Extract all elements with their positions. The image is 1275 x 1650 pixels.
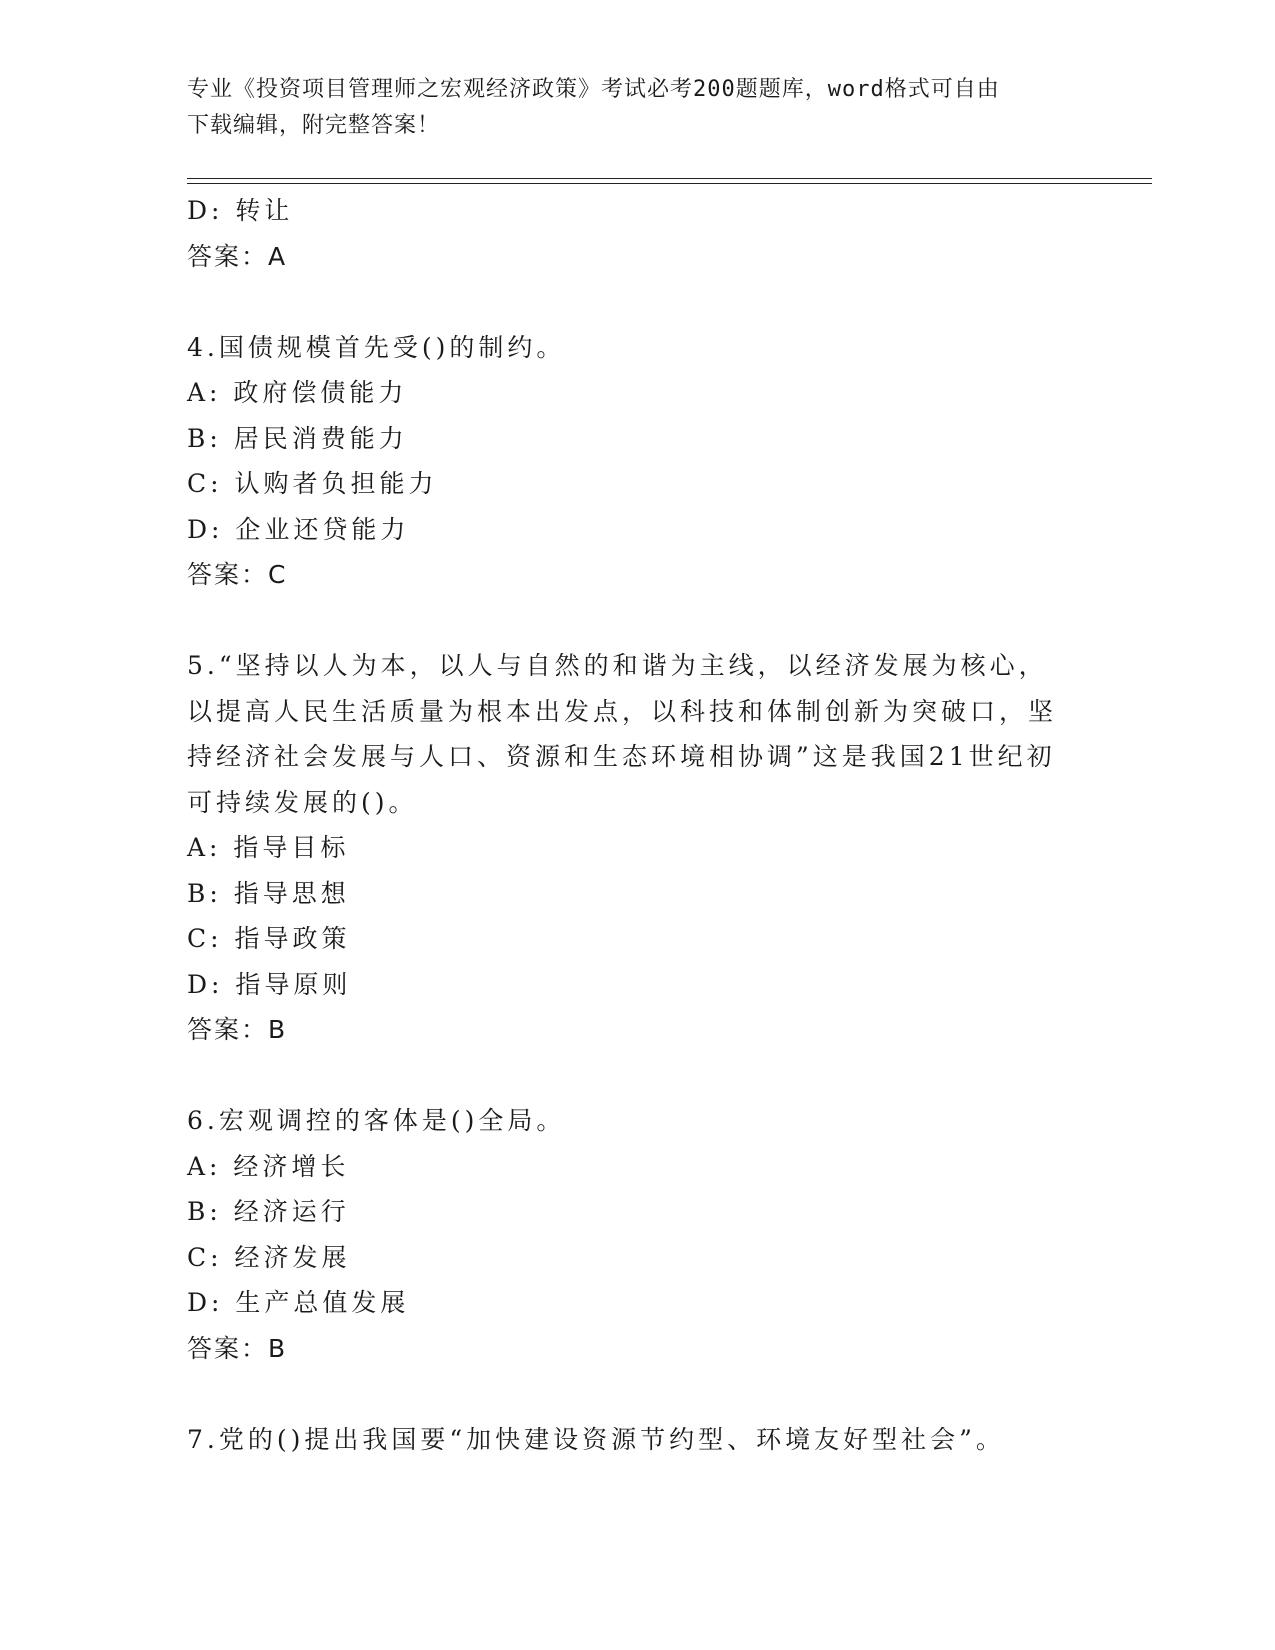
option-b: B: 经济运行 bbox=[187, 1197, 350, 1226]
answer-line: 答案：A bbox=[187, 241, 288, 271]
question-text: 以提高人民生活质量为根本出发点，以科技和体制创新为突破口，坚 bbox=[187, 696, 1058, 726]
spacer bbox=[187, 279, 1087, 325]
question-text: 7.党的()提出我国要“加快建设资源节约型、环境友好型社会”。 bbox=[187, 1424, 1005, 1454]
question-list bbox=[187, 188, 1087, 1462]
answer-line: 答案：C bbox=[187, 560, 288, 589]
header-divider-top bbox=[187, 178, 1152, 179]
option-d: D: 转让 bbox=[187, 196, 294, 225]
header-line-2: 下载编辑，附完整答案！ bbox=[187, 113, 441, 138]
question-text: 6.宏观调控的客体是()全局。 bbox=[187, 1106, 566, 1135]
document-header bbox=[187, 72, 1087, 144]
option-d: D: 生产总值发展 bbox=[187, 1288, 410, 1317]
option-d: D: 企业还贷能力 bbox=[187, 514, 410, 544]
option-a: A: 经济增长 bbox=[187, 1151, 350, 1181]
question-item bbox=[187, 325, 1087, 598]
question-text: 可持续发展的()。 bbox=[187, 787, 418, 817]
spacer bbox=[187, 1053, 1087, 1099]
question-text: 持经济社会发展与人口、资源和生态环境相协调”这是我国21世纪初 bbox=[187, 742, 1056, 771]
answer-line: 答案：B bbox=[187, 1333, 288, 1363]
question-text: 4.国债规模首先受()的制约。 bbox=[187, 332, 566, 362]
option-b: B: 居民消费能力 bbox=[187, 423, 408, 453]
option-c: C: 指导政策 bbox=[187, 924, 351, 953]
option-c: C: 经济发展 bbox=[187, 1242, 351, 1272]
option-b: B: 指导思想 bbox=[187, 878, 350, 908]
spacer bbox=[187, 1371, 1087, 1417]
option-a: A: 指导目标 bbox=[187, 833, 350, 862]
question-item bbox=[187, 643, 1087, 1053]
question-item bbox=[187, 1098, 1087, 1371]
option-d: D: 指导原则 bbox=[187, 969, 352, 999]
answer-line: 答案：B bbox=[187, 1015, 288, 1044]
option-a: A: 政府偿债能力 bbox=[187, 378, 408, 407]
spacer bbox=[187, 598, 1087, 644]
header-line-1: 专业《投资项目管理师之宏观经济政策》考试必考200题题库，word格式可自由 bbox=[187, 77, 1000, 102]
question-text: 5.“坚持以人为本，以人与自然的和谐为主线，以经济发展为核心， bbox=[187, 651, 1048, 680]
option-c: C: 认购者负担能力 bbox=[187, 469, 438, 498]
header-divider-bottom bbox=[187, 183, 1152, 184]
question-item bbox=[187, 1417, 1087, 1463]
